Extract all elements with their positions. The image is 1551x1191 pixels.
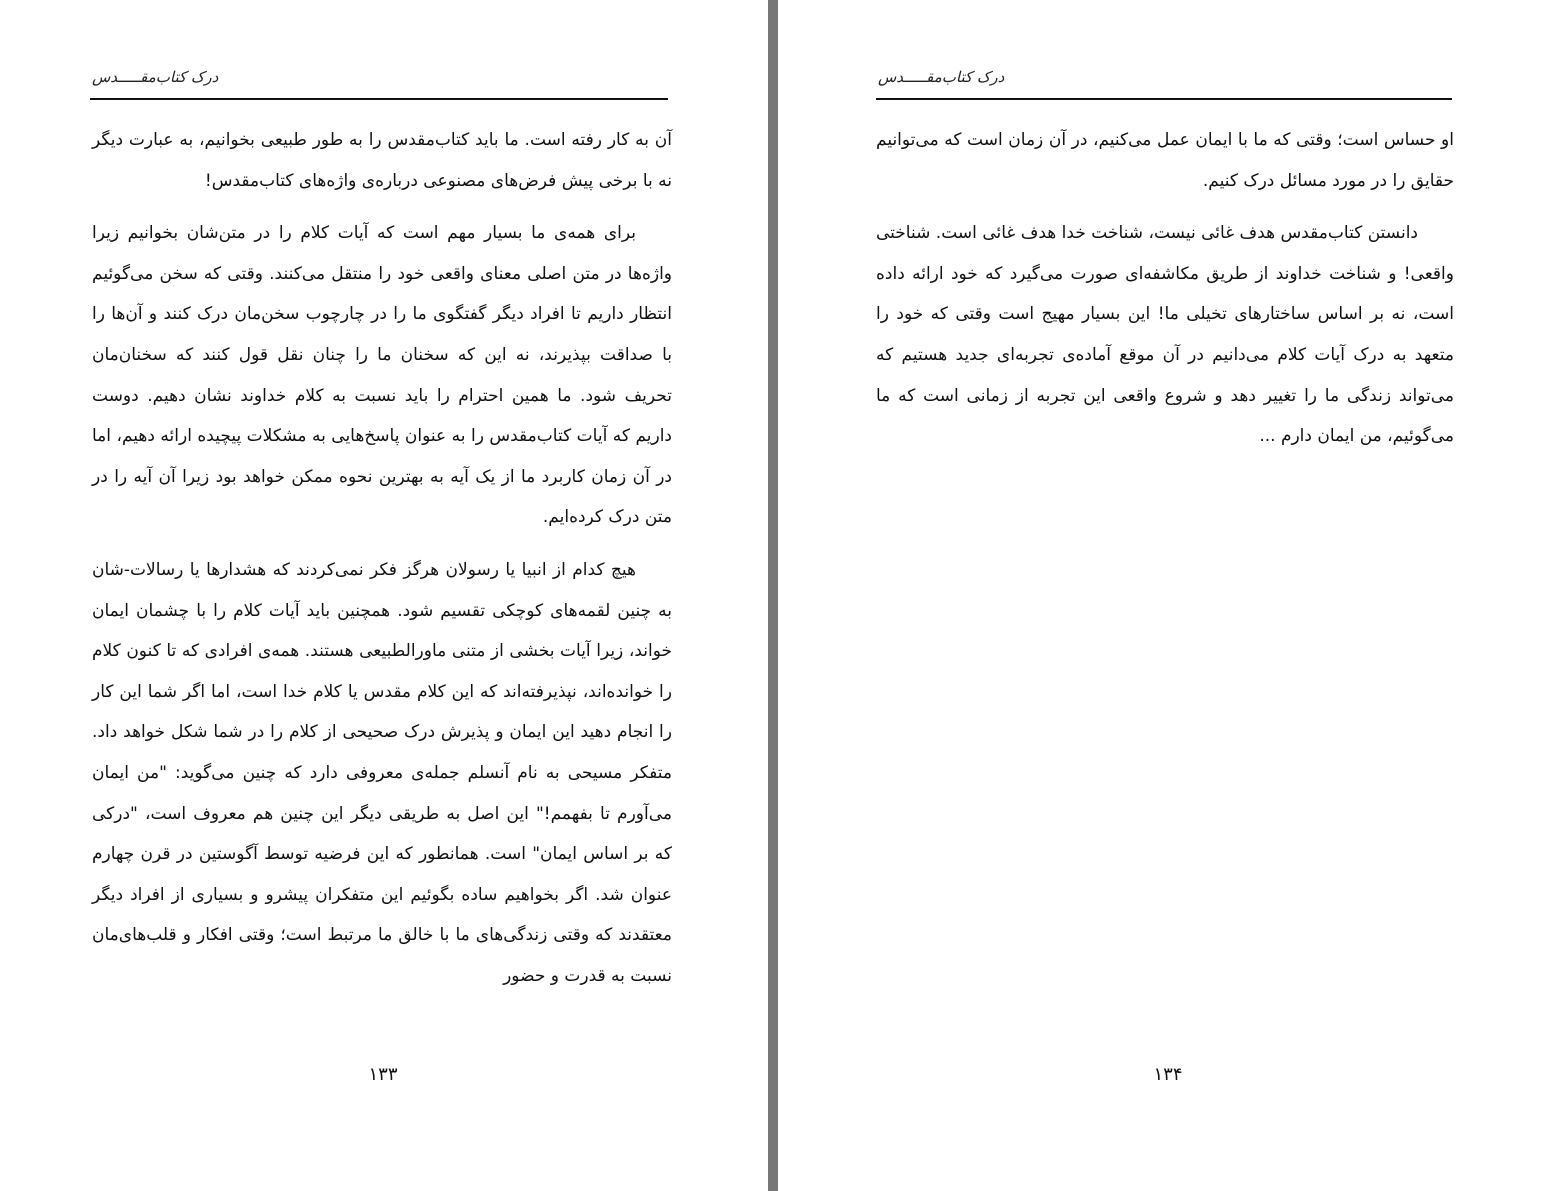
running-head [90,66,668,100]
left-page [0,0,768,1191]
page-number: ۱۳۳ [368,1064,398,1085]
page-gutter [768,0,778,1191]
right-page [778,0,1551,1191]
page-body [92,120,672,1008]
paragraph: دانستن کتاب‌مقدس هدف غائی نیست، شناخت خدا هدف غائی است. شناختی واقعی! و شناخت خداوند از طریق مکاشفه‌ای صورت می‌گیرد که خود ارائه داده است، نه بر اساس ساختارهای تخیلی ما! این بسیار مهیج است وقتی که خود را متعهد به درک آیات کلام می‌دانیم در آن موقع آماده‌ی تجربه‌ای جدید هستیم که می‌تواند زندگی ما را تغییر دهد و شروع واقعی این تجربه از زمانی است که ما می‌گوئیم، من ایمان دارم ... [876,223,1454,447]
running-head-title: درک کتاب‌مقـــــدس [92,68,219,86]
paragraph: هیچ کدام از انبیا یا رسولان هرگز فکر نمی‌کردند که هشدارها یا رسالات-شان به چنین لقمه‌های کوچکی تقسیم شود. همچنین باید آیات کلام را با چشمان ایمان خواند، زیرا آیات بخشی از متنی ماورالطبیعی هستند. همه‌ی افرادی که تا کنون کلام را خوانده‌اند، نپذیرفته‌اند که این کلام مقدس یا کلام خدا است، اما اگر شما این کار را انجام دهید این ایمان و پذیرش درک صحیحی از کلام را در شما شکل خواهد داد. متفکر مسیحی به نام آنسلم جمله‌ی معروفی دارد که چنین می‌گوید: "من ایمان می‌آورم تا بفهمم!" این اصل به طریقی دیگر این چنین هم معروف است، "درکی که بر اساس ایمان" است. همانطور که این فرضیه توسط آگوستین در قرن چهارم عنوان شد. اگر بخواهیم ساده بگوئیم این متفکران پیشرو و بسیاری از افراد دیگر معتقدند که وقتی زندگی‌های ما با خالق ما مرتبط است؛ وقتی افکار و قلب‌های‌مان نسبت به قدرت و حضور [92,559,672,986]
running-head [876,66,1452,100]
paragraph: او حساس است؛ وقتی که ما با ایمان عمل می‌کنیم، در آن زمان است که می‌توانیم حقایق را در مورد مسائل درک کنیم. [876,130,1454,191]
running-head-title: درک کتاب‌مقـــــدس [878,68,1005,86]
page-body [876,120,1454,469]
paragraph: آن به کار رفته است. ما باید کتاب‌مقدس را به طور طبیعی بخوانیم، به عبارت دیگر نه با برخی پیش فرض‌های مصنوعی درباره‌ی واژه‌های کتاب‌مقدس! [92,130,672,191]
page-number: ۱۳۴ [1153,1064,1183,1085]
paragraph: برای همه‌ی ما بسیار مهم است که آیات کلام را در متن‌شان بخوانیم زیرا واژه‌ها در متن اصلی معنای واقعی خود را منتقل می‌کنند. وقتی که سخن می‌گوئیم انتظار داریم تا افراد دیگر گفتگوی ما را در چارچوب سخن‌مان درک کنند و آن‌ها را با صداقت بپذیرند، نه این که سخنان ما را چنان نقل قول کنند که سخنان‌مان تحریف شود. ما همین احترام را باید نسبت به کلام خداوند نشان دهیم. دوست داریم که آیات کتاب‌مقدس را به عنوان پاسخ‌هایی به مشکلات پیچیده ارائه دهیم، اما در آن زمان کاربرد ما از یک آیه به بهترین نحوه ممکن خواهد بود زیرا آن آیه را در متن درک کرده‌ایم. [92,223,672,528]
